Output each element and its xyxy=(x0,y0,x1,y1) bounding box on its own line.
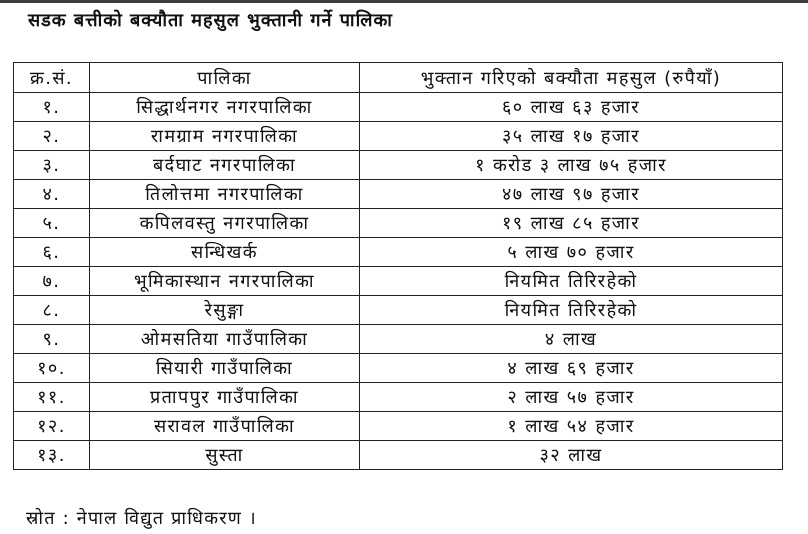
table-row xyxy=(14,267,783,296)
header-municipality: पालिका xyxy=(90,63,360,93)
table-row xyxy=(14,325,783,354)
cell-municipality: सरावल गाउँपालिका xyxy=(90,412,360,441)
cell-serial-number: ३. xyxy=(14,151,90,180)
cell-amount: १ करोड ३ लाख ७५ हजार xyxy=(360,151,783,180)
table-row xyxy=(14,383,783,412)
cell-amount: ४ लाख ६९ हजार xyxy=(360,354,783,383)
table-row xyxy=(14,151,783,180)
cell-municipality: रामग्राम नगरपालिका xyxy=(90,122,360,151)
table-row xyxy=(14,93,783,122)
cell-municipality: रेसुङ्गा xyxy=(90,296,360,325)
cell-amount: ५ लाख ७० हजार xyxy=(360,238,783,267)
top-rule xyxy=(0,0,808,3)
cell-amount: १९ लाख ८५ हजार xyxy=(360,209,783,238)
cell-amount: ३२ लाख xyxy=(360,441,783,470)
cell-serial-number: १. xyxy=(14,93,90,122)
document-title: सडक बत्तीको बक्यौता महसुल भुक्तानी गर्ने पालिका xyxy=(28,10,393,31)
cell-serial-number: ६. xyxy=(14,238,90,267)
cell-amount: ३५ लाख १७ हजार xyxy=(360,122,783,151)
cell-amount: १ लाख ५४ हजार xyxy=(360,412,783,441)
cell-serial-number: ७. xyxy=(14,267,90,296)
table-row xyxy=(14,354,783,383)
cell-amount: नियमित तिरिरहेको xyxy=(360,267,783,296)
cell-serial-number: ४. xyxy=(14,180,90,209)
header-amount: भुक्तान गरिएको बक्यौता महसुल (रुपैयाँ) xyxy=(360,63,783,93)
cell-serial-number: ११. xyxy=(14,383,90,412)
cell-amount: २ लाख ५७ हजार xyxy=(360,383,783,412)
table-row xyxy=(14,441,783,470)
source-note: स्रोत : नेपाल विद्युत प्राधिकरण । xyxy=(26,508,257,529)
table-row xyxy=(14,180,783,209)
table-row xyxy=(14,296,783,325)
cell-serial-number: ८. xyxy=(14,296,90,325)
municipality-payment-table xyxy=(13,62,783,470)
cell-serial-number: १३. xyxy=(14,441,90,470)
table-header-row xyxy=(14,63,783,93)
cell-municipality: सिद्धार्थनगर नगरपालिका xyxy=(90,93,360,122)
cell-amount: ४७ लाख ९७ हजार xyxy=(360,180,783,209)
header-serial-number: क्र.सं. xyxy=(14,63,90,93)
cell-municipality: कपिलवस्तु नगरपालिका xyxy=(90,209,360,238)
cell-municipality: भूमिकास्थान नगरपालिका xyxy=(90,267,360,296)
cell-municipality: सन्धिखर्क xyxy=(90,238,360,267)
cell-serial-number: ५. xyxy=(14,209,90,238)
cell-municipality: तिलोत्तमा नगरपालिका xyxy=(90,180,360,209)
table-row xyxy=(14,412,783,441)
table-row xyxy=(14,122,783,151)
cell-municipality: प्रतापपुर गाउँपालिका xyxy=(90,383,360,412)
cell-municipality: बर्दघाट नगरपालिका xyxy=(90,151,360,180)
cell-amount: नियमित तिरिरहेको xyxy=(360,296,783,325)
cell-amount: ६० लाख ६३ हजार xyxy=(360,93,783,122)
cell-serial-number: १२. xyxy=(14,412,90,441)
table-row xyxy=(14,209,783,238)
cell-municipality: ओमसतिया गाउँपालिका xyxy=(90,325,360,354)
cell-municipality: सुस्ता xyxy=(90,441,360,470)
cell-municipality: सियारी गाउँपालिका xyxy=(90,354,360,383)
cell-serial-number: २. xyxy=(14,122,90,151)
cell-amount: ४ लाख xyxy=(360,325,783,354)
cell-serial-number: १०. xyxy=(14,354,90,383)
table-row xyxy=(14,238,783,267)
cell-serial-number: ९. xyxy=(14,325,90,354)
